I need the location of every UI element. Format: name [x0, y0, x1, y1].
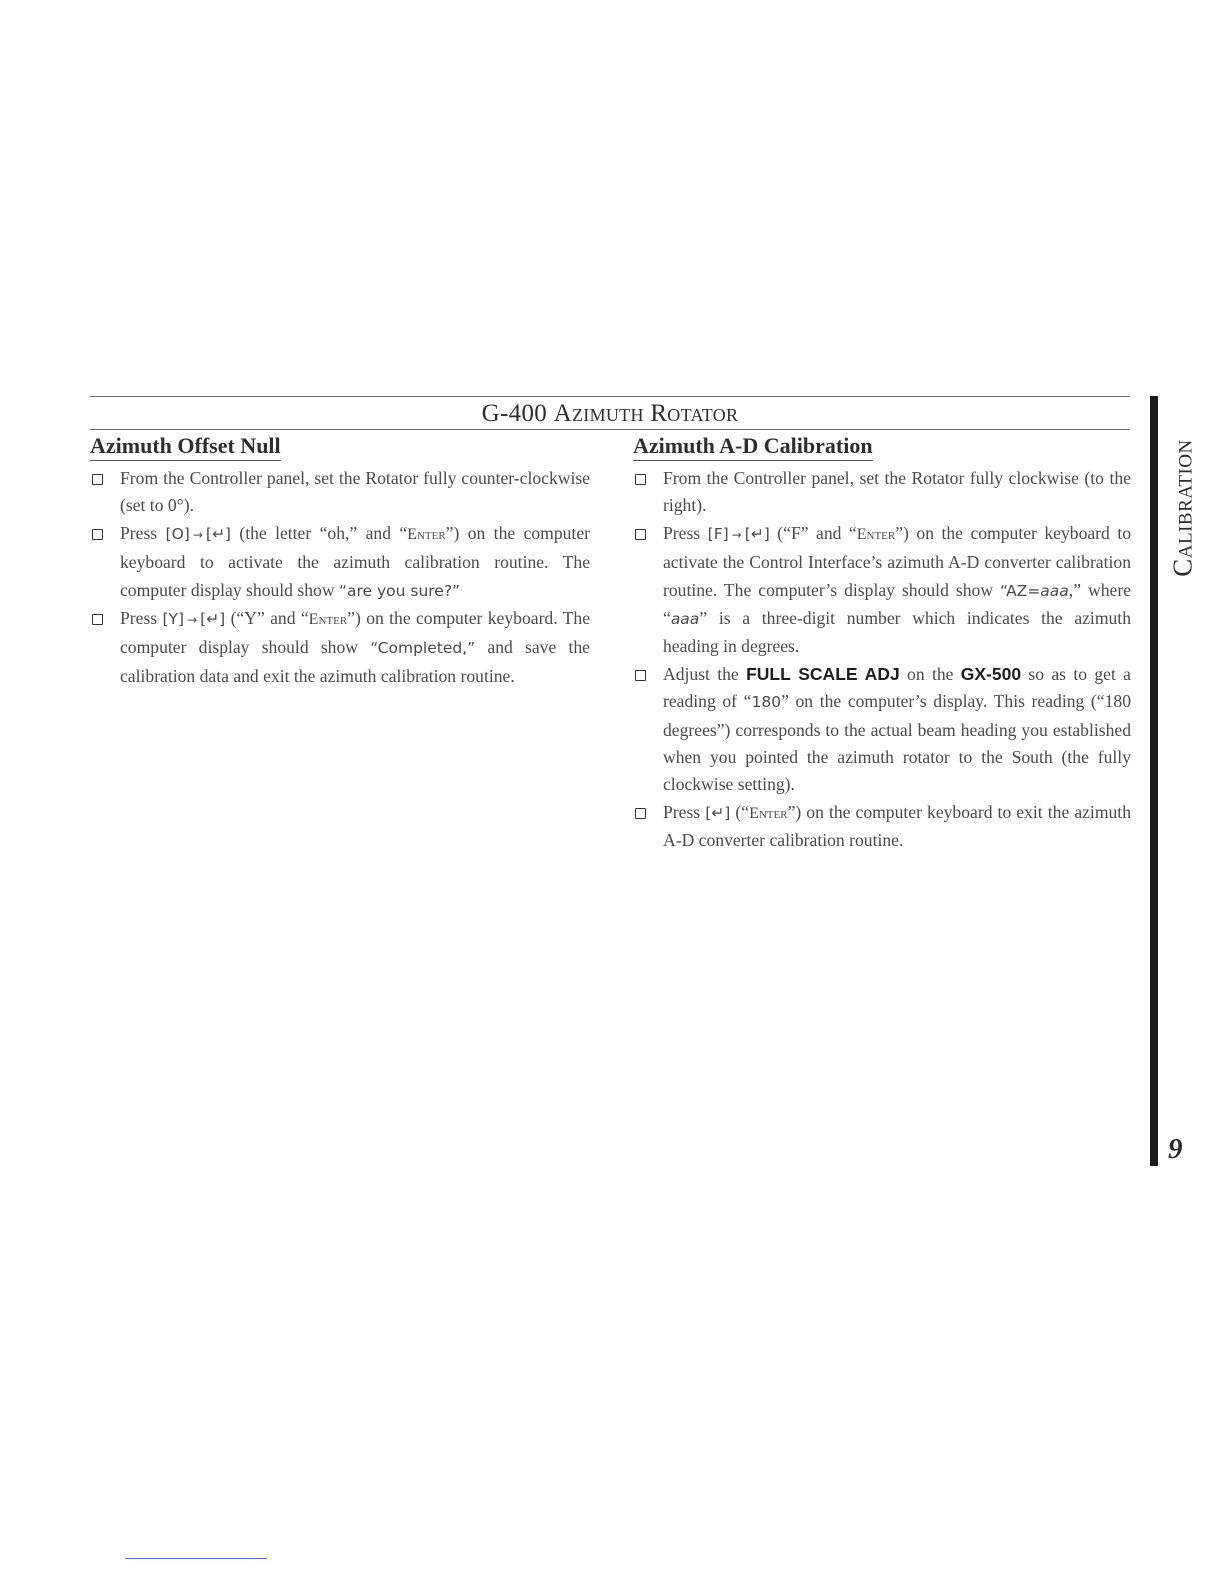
section-title-text: Azimuth Rotator [553, 400, 739, 427]
ad-calibration-heading: Azimuth A-D Calibration [633, 432, 873, 461]
step-text: ” on the computer’s display. This reading (“180 degrees”) corresponds to the actual beam heading you established when you pointed the azimuth rotator to the South (the fully clockwise setting). [663, 691, 1131, 795]
display-text: 180 [751, 693, 782, 712]
checkbox-bullet-icon [635, 808, 646, 819]
control-name: FULL SCALE ADJ [746, 663, 900, 684]
offset-null-heading: Azimuth Offset Null [90, 432, 281, 461]
checkbox-bullet-icon [635, 474, 646, 485]
model-name: GX-500 [960, 663, 1022, 684]
display-text: “AZ= [1000, 581, 1041, 600]
display-text: “Completed,” [370, 639, 476, 658]
enter-word: Enter [749, 804, 788, 822]
list-item [90, 465, 590, 520]
list-item [633, 465, 1131, 520]
right-column [633, 432, 1131, 855]
enter-word: Enter [308, 611, 348, 629]
step-text: ,” where “ [663, 579, 1131, 629]
step-text: Press [120, 522, 166, 543]
list-item [633, 520, 1131, 661]
section-title [90, 399, 1130, 429]
checkbox-bullet-icon [635, 529, 646, 540]
footer-line [125, 1558, 267, 1559]
step-text: (“Y” and “ [225, 608, 309, 629]
step-text: ”) on the computer keyboard to activate the azimuth calibration routine. The computer display should show [120, 522, 590, 600]
key-y: [Y] [162, 610, 185, 629]
step-text: Press [120, 608, 163, 629]
chapter-tab-bar [1150, 396, 1158, 1166]
chapter-tab-label [1166, 396, 1200, 620]
step-text: so as to get a reading of “ [663, 663, 1131, 712]
step-text: From the Controller panel, set the Rotator fully counter-clockwise (set to 0°). [120, 468, 590, 516]
checkbox-bullet-icon [92, 614, 103, 625]
ad-calibration-steps [633, 465, 1131, 855]
enter-key: [↵] [205, 524, 231, 543]
step-text: (“ [730, 801, 750, 822]
enter-key: [↵] [200, 610, 226, 629]
checkbox-bullet-icon [92, 474, 103, 485]
step-text: Adjust the [663, 663, 747, 684]
list-item [633, 799, 1131, 855]
step-text: ” is a three-digit number which indicates the azimuth heading in degrees. [663, 608, 1131, 657]
display-text: “are you sure?” [338, 581, 461, 600]
step-text: ”) on the computer keyboard to activate the Control Interface’s azimuth A-D converter calibration routine. The computer’s display should show [663, 522, 1132, 600]
enter-word: Enter [407, 525, 446, 543]
step-text: ”) on the computer keyboard. The computer display should show [120, 608, 591, 658]
list-item [633, 661, 1131, 799]
enter-word: Enter [856, 525, 896, 543]
checkbox-bullet-icon [92, 529, 103, 540]
chapter-tab-text: Calibration [1167, 439, 1198, 577]
enter-key: [↵] [744, 524, 770, 543]
enter-key: [↵] [705, 803, 731, 822]
section-title-model: G-400 [481, 400, 548, 427]
offset-null-steps [90, 465, 590, 690]
key-f: [F] [707, 524, 729, 543]
display-variable: aaa [1040, 581, 1069, 600]
step-text: Press [663, 801, 706, 822]
step-text: Press [663, 522, 708, 543]
list-item [90, 605, 590, 690]
header-rule-top [90, 396, 1130, 397]
step-text: ”) on the computer keyboard to exit the azimuth A-D converter calibration routine. [663, 801, 1131, 851]
step-text: and save the calibration data and exit the azimuth calibration routine. [120, 637, 590, 686]
step-text: on the [899, 663, 961, 684]
header-rule-bottom [90, 429, 1130, 430]
display-variable: aaa [670, 610, 700, 629]
step-text: (“F” and “ [769, 522, 857, 543]
right-arrow-icon: → [731, 527, 742, 542]
left-column [90, 432, 590, 690]
page-number: 9 [1168, 1133, 1183, 1165]
step-text: From the Controller panel, set the Rotator fully clockwise (to the right). [663, 468, 1131, 516]
key-o: [O] [165, 524, 190, 543]
right-arrow-icon: → [187, 613, 198, 628]
checkbox-bullet-icon [635, 670, 646, 681]
step-text: (the letter “oh,” and “ [230, 522, 408, 543]
right-arrow-icon: → [192, 527, 203, 542]
list-item [90, 520, 590, 605]
